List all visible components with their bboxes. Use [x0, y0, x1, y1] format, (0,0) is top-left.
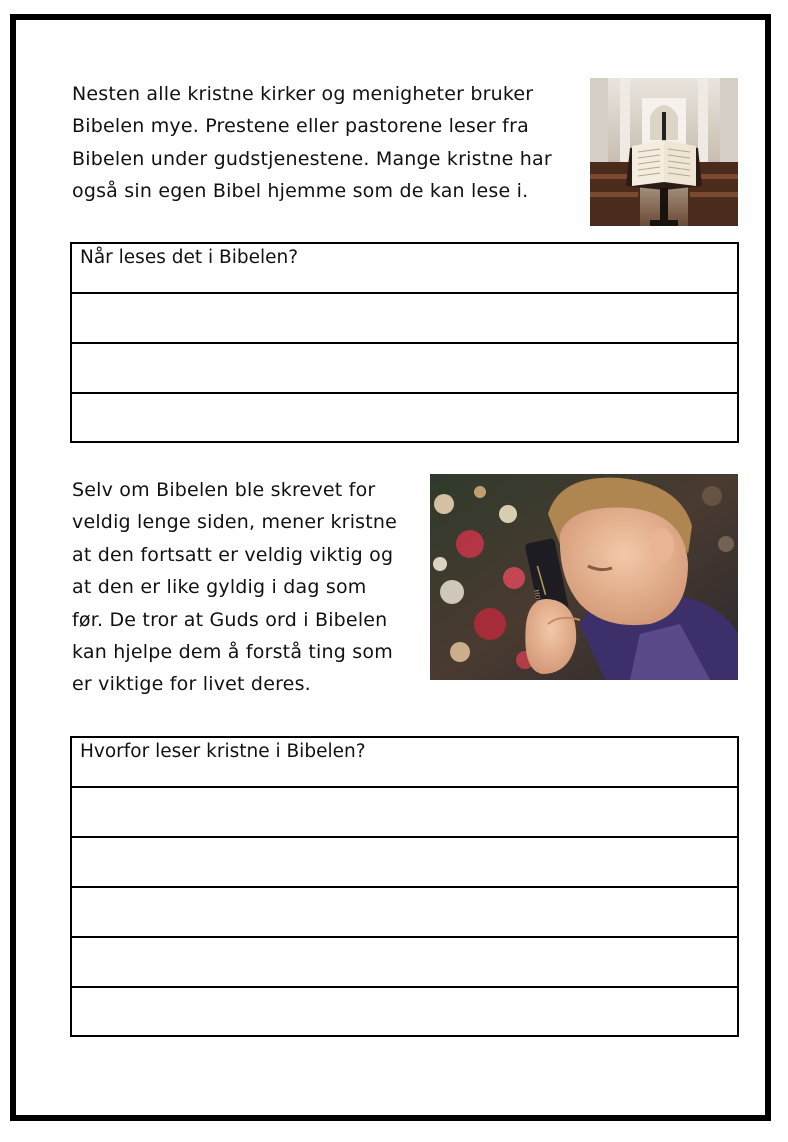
question-table-1 — [70, 242, 739, 443]
answer-line[interactable] — [72, 938, 737, 988]
paragraph-line: er viktige for livet deres. — [72, 673, 311, 696]
question-table-2 — [70, 736, 739, 1037]
question-text: Når leses det i Bibelen? — [80, 247, 299, 268]
answer-line[interactable] — [72, 988, 737, 1038]
answer-line[interactable] — [72, 838, 737, 888]
paragraph-line: at den er like gyldig i dag som — [72, 576, 367, 599]
paragraph-line: kan hjelpe dem å forstå ting som — [72, 641, 393, 664]
paragraph-line: før. De tror at Guds ord i Bibelen — [72, 608, 388, 631]
paragraph-line: også sin egen Bibel hjemme som de kan lese i. — [72, 180, 529, 203]
praying-boy-photo — [430, 474, 738, 680]
paragraph-line: Selv om Bibelen ble skrevet for — [72, 479, 376, 501]
paragraph-line: Bibelen under gudstjenestene. Mange kristne har — [72, 147, 552, 170]
church-bible-photo — [590, 78, 738, 226]
paragraph-line: Nesten alle kristne kirker og menigheter bruker — [72, 83, 534, 105]
question-row — [72, 738, 737, 788]
question-row — [72, 244, 737, 294]
answer-line[interactable] — [72, 888, 737, 938]
question-text: Hvorfor leser kristne i Bibelen? — [80, 741, 366, 762]
intro-paragraph — [72, 78, 552, 208]
answer-line[interactable] — [72, 344, 737, 394]
answer-line[interactable] — [72, 788, 737, 838]
paragraph-line: veldig lenge siden, mener kristne — [72, 511, 398, 534]
answer-line[interactable] — [72, 394, 737, 444]
paragraph-line: at den fortsatt er veldig viktig og — [72, 543, 394, 566]
answer-line[interactable] — [72, 294, 737, 344]
paragraph-line: Bibelen mye. Prestene eller pastorene leser fra — [72, 115, 529, 138]
reading-paragraph — [72, 474, 397, 701]
